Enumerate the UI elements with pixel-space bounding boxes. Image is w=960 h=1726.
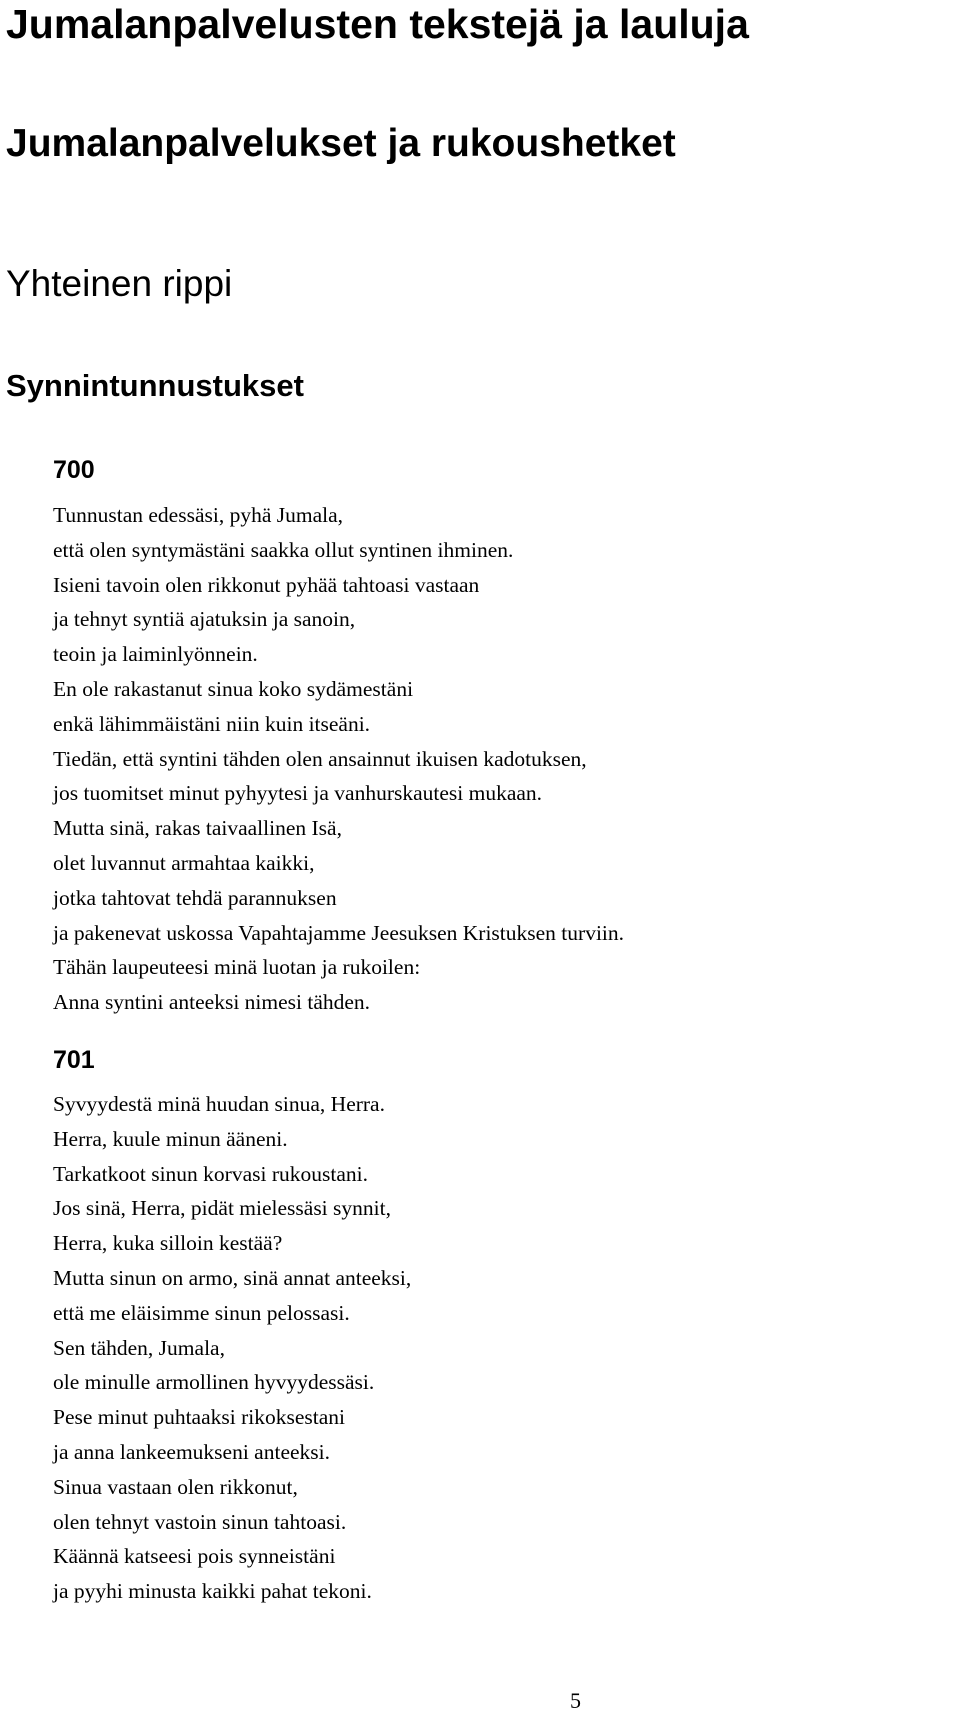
text-line: Tähän laupeuteesi minä luotan ja rukoilen: — [53, 955, 421, 980]
text-line: että me eläisimme sinun pelossasi. — [53, 1300, 350, 1325]
text-line: Sinua vastaan olen rikkonut, — [53, 1474, 298, 1499]
text-line: ole minulle armollinen hyvyydessäsi. — [53, 1370, 375, 1395]
text-line: olet luvannut armahtaa kaikki, — [53, 850, 315, 875]
text-line: Herra, kuka silloin kestää? — [53, 1231, 283, 1256]
text-line: ja tehnyt syntiä ajatuksin ja sanoin, — [53, 607, 356, 632]
text-line: Sen tähden, Jumala, — [53, 1335, 225, 1360]
text-line: Tiedän, että syntini tähden olen ansainnut ikuisen kadotuksen, — [53, 746, 587, 771]
page-number: 5 — [570, 1688, 581, 1713]
text-line: että olen syntymästäni saakka ollut syntinen ihminen. — [53, 537, 514, 562]
subsection-title: Yhteinen rippi — [6, 263, 233, 304]
text-number-700: 700 — [53, 456, 95, 484]
text-line: jotka tahtovat tehdä parannuksen — [53, 885, 337, 910]
text-line: jos tuomitset minut pyhyytesi ja vanhurskautesi mukaan. — [53, 781, 543, 806]
text-line: ja anna lankeemukseni anteeksi. — [53, 1439, 331, 1464]
text-line: Käännä katseesi pois synneistäni — [53, 1544, 336, 1569]
sub-subsection-title: Synnintunnustukset — [6, 368, 304, 403]
text-line: teoin ja laiminlyönnein. — [53, 642, 258, 667]
text-line: Mutta sinun on armo, sinä annat anteeksi, — [53, 1265, 412, 1290]
text-line: Anna syntini anteeksi nimesi tähden. — [53, 990, 371, 1015]
text-line: enkä lähimmäistäni niin kuin itseäni. — [53, 711, 371, 736]
text-line: Isieni tavoin olen rikkonut pyhää tahtoasi vastaan — [53, 572, 480, 597]
text-line: Jos sinä, Herra, pidät mielessäsi synnit, — [53, 1196, 391, 1221]
text-number-701: 701 — [53, 1046, 95, 1074]
main-title: Jumalanpalvelusten tekstejä ja lauluja — [6, 1, 749, 47]
section-title: Jumalanpalvelukset ja rukoushetket — [6, 122, 676, 165]
text-line: Tunnustan edessäsi, pyhä Jumala, — [53, 503, 344, 527]
text-line: ja pyyhi minusta kaikki pahat tekoni. — [53, 1579, 372, 1604]
text-line: Syvyydestä minä huudan sinua, Herra. — [53, 1092, 385, 1116]
text-line: ja pakenevat uskossa Vapahtajamme Jeesuksen Kristuksen turviin. — [53, 920, 625, 945]
text-line: olen tehnyt vastoin sinun tahtoasi. — [53, 1509, 347, 1534]
text-line: Mutta sinä, rakas taivaallinen Isä, — [53, 816, 342, 841]
text-line: Pese minut puhtaaksi rikoksestani — [53, 1405, 346, 1430]
confession-text-700 — [53, 498, 624, 1020]
text-line: En ole rakastanut sinua koko sydämestäni — [53, 676, 414, 701]
confession-text-701 — [53, 1087, 411, 1609]
text-line: Tarkatkoot sinun korvasi rukoustani. — [53, 1161, 368, 1186]
text-line: Herra, kuule minun ääneni. — [53, 1126, 288, 1151]
